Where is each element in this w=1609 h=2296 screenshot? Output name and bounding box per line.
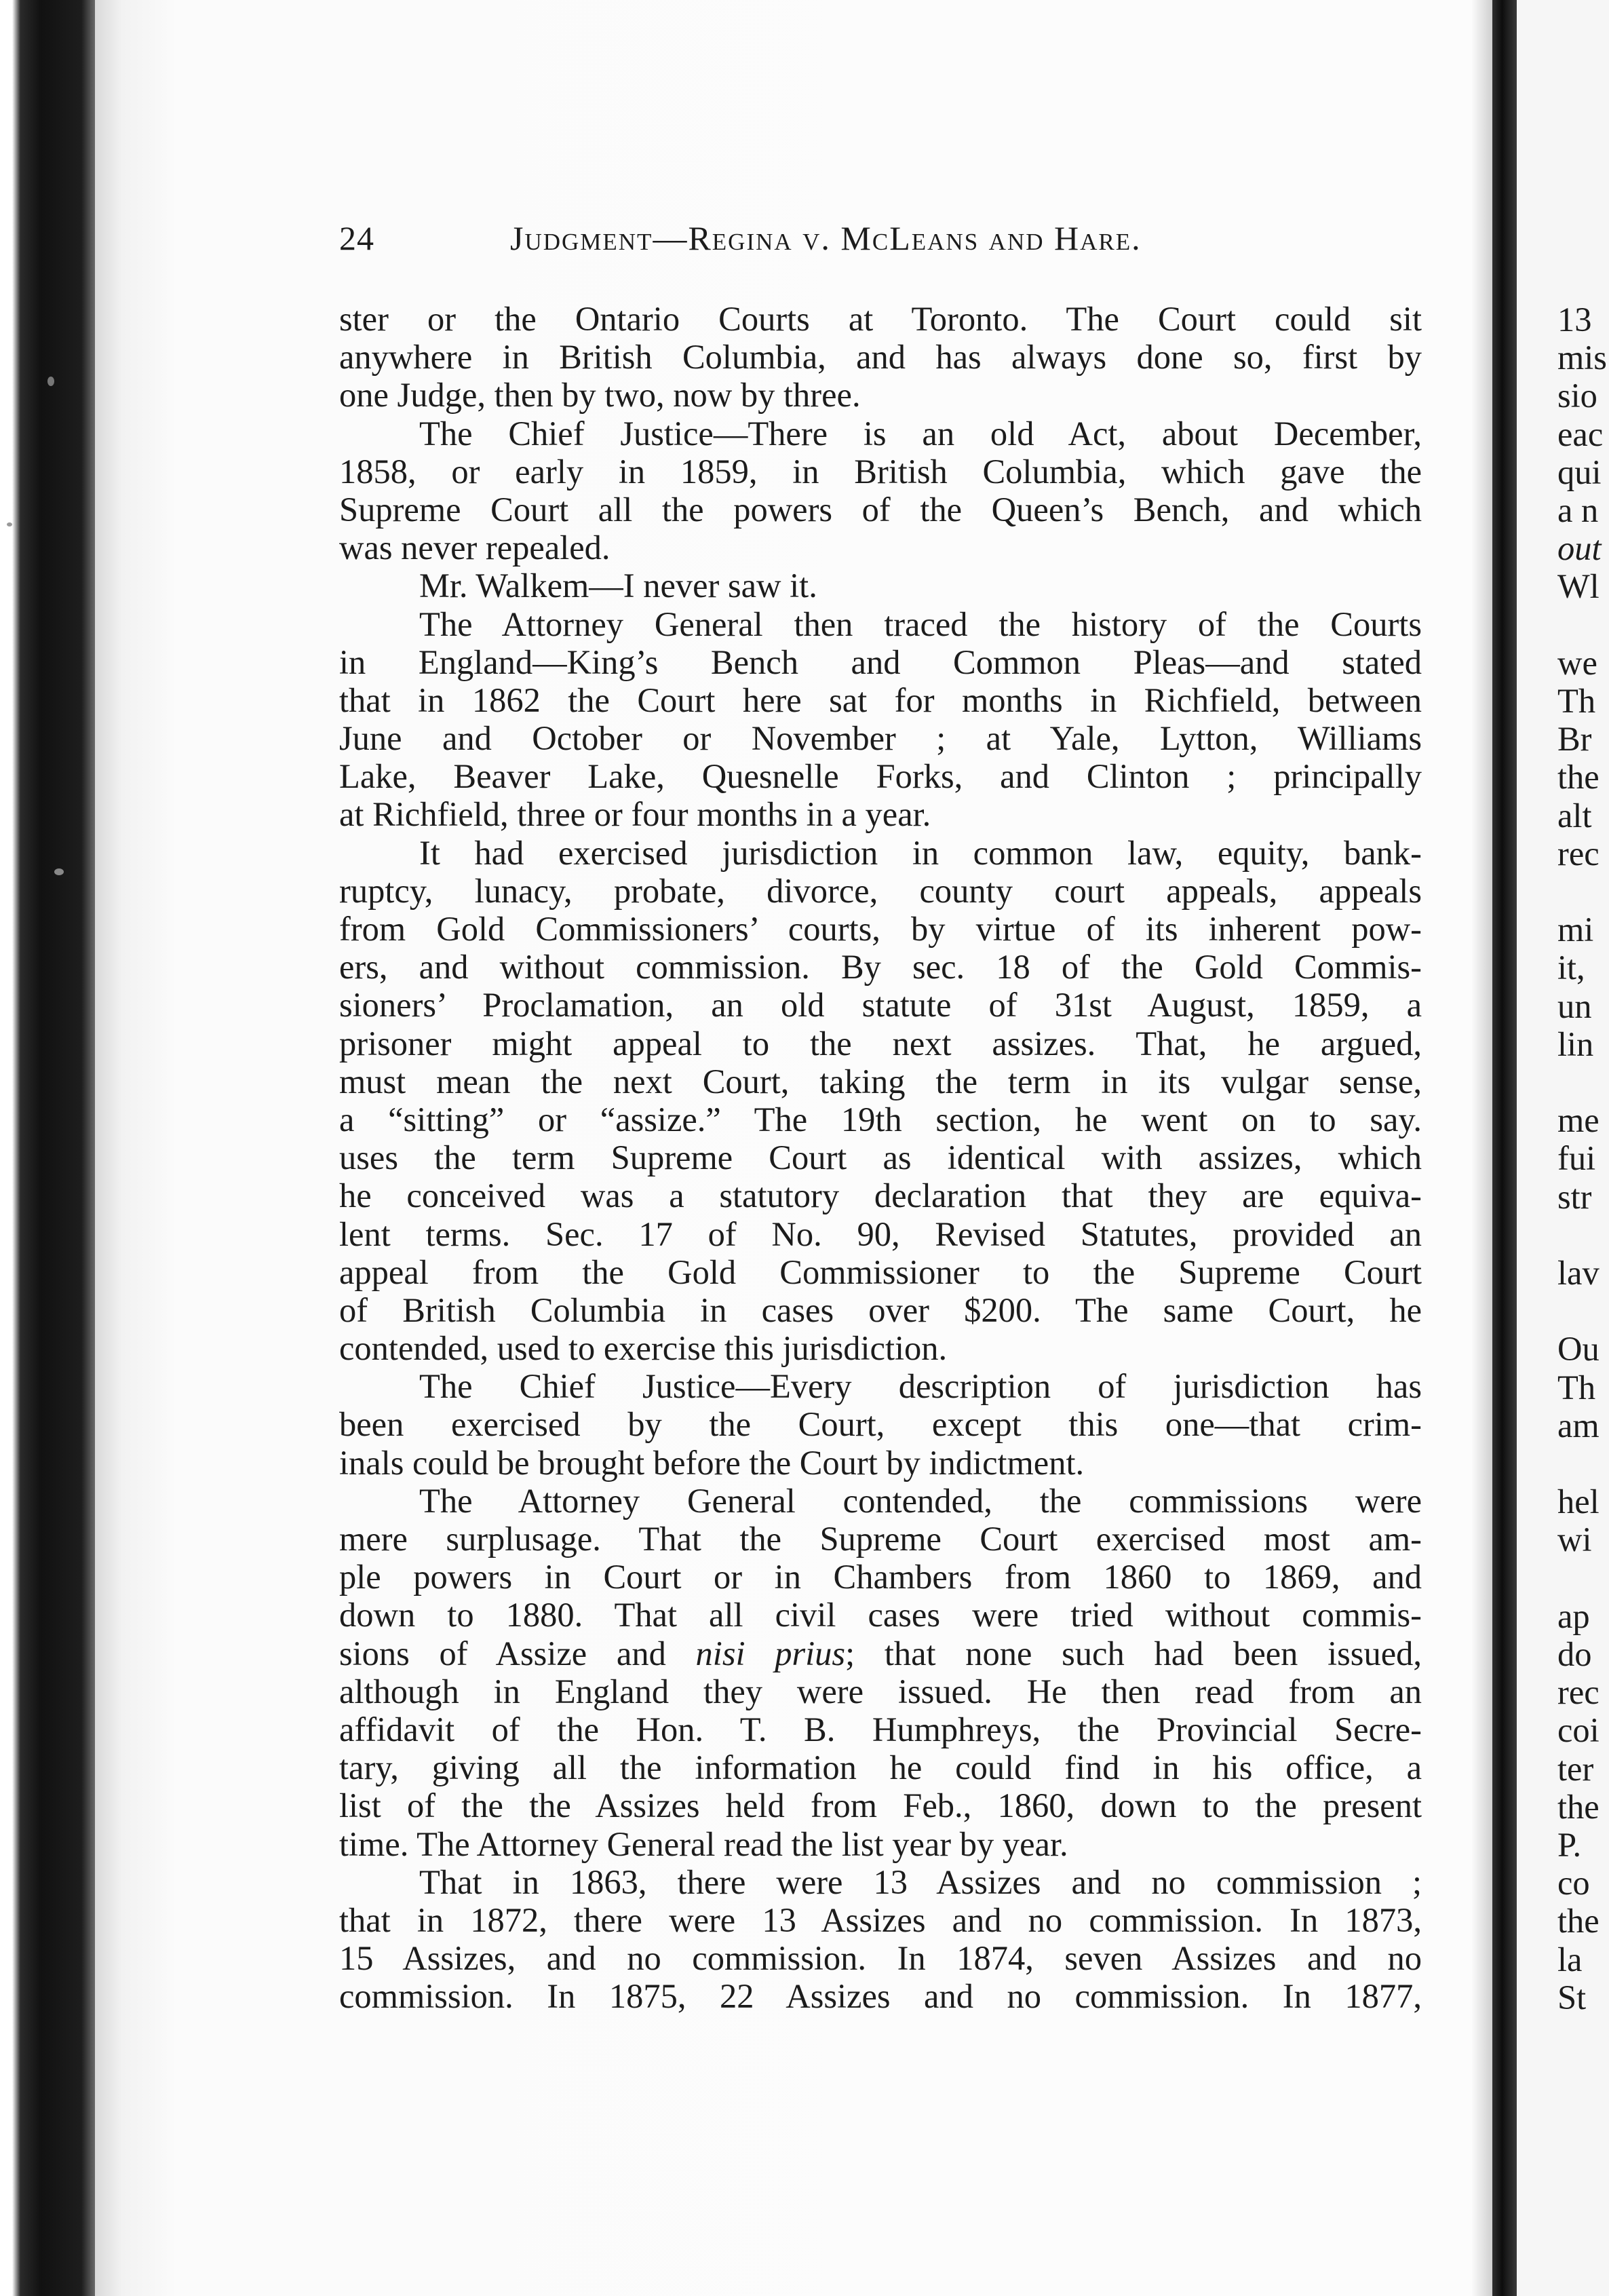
text-line: sions of Assize and nisi prius; that none such had been issued, xyxy=(339,1634,1422,1672)
text-line: tary, giving all the information he could find in his office, a xyxy=(339,1748,1422,1787)
text-line: mere surplusage. That the Supreme Court exercised most am- xyxy=(339,1520,1422,1558)
facing-page-fragment: qui xyxy=(1557,453,1602,491)
text-line: that in 1872, there were 13 Assizes and no commission. In 1873, xyxy=(339,1900,1422,1939)
facing-page-fragment: ap xyxy=(1557,1596,1590,1635)
text-line: 15 Assizes, and no commission. In 1874, seven Assizes and no xyxy=(339,1939,1422,1978)
text-line: that in 1862 the Court here sat for months in Richfield, between xyxy=(339,681,1422,719)
facing-page-fragment: the xyxy=(1557,1787,1600,1826)
page-number: 24 xyxy=(339,219,374,257)
facing-page-edge xyxy=(1517,0,1609,2296)
text-line: ster or the Ontario Courts at Toronto. The Court could sit xyxy=(339,300,1422,338)
text-line: ple powers in Court or in Chambers from 1860 to 1869, and xyxy=(339,1558,1422,1596)
facing-page-fragment: mi xyxy=(1557,911,1594,949)
text-line: of British Columbia in cases over $200. The same Court, he xyxy=(339,1290,1422,1329)
text-line: anywhere in British Columbia, and has always done so, first by xyxy=(339,338,1422,377)
scan-speck xyxy=(54,868,64,875)
italic-phrase: nisi prius xyxy=(695,1634,846,1672)
scan-speck xyxy=(7,522,12,527)
text-line: The Chief Justice—Every description of jurisdiction has xyxy=(419,1367,1422,1406)
text-line: uses the term Supreme Court as identical with assizes, which xyxy=(339,1139,1422,1177)
text-line: been exercised by the Court, except this one—that crim- xyxy=(339,1405,1422,1444)
text-line: Supreme Court all the powers of the Queen’s Bench, and which xyxy=(339,490,1422,529)
text-line: The Attorney General then traced the history of the Courts xyxy=(419,605,1422,643)
facing-page-fragment: hel xyxy=(1557,1482,1600,1521)
text-line: June and October or November ; at Yale, Lytton, Williams xyxy=(339,719,1422,758)
facing-page-fragment: 13 xyxy=(1557,301,1592,339)
facing-page-fragment: the xyxy=(1557,758,1600,797)
text-line: must mean the next Court, taking the term in its vulgar sense, xyxy=(339,1062,1422,1101)
text-line: from Gold Commissioners’ courts, by virtue of its inherent pow- xyxy=(339,910,1422,948)
facing-page-fragment: wi xyxy=(1557,1520,1592,1559)
text-line: lent terms. Sec. 17 of No. 90, Revised Statutes, provided an xyxy=(339,1214,1422,1253)
text-line: ruptcy, lunacy, probate, divorce, county court appeals, appeals xyxy=(339,871,1422,910)
facing-page-fragment: alt xyxy=(1557,796,1592,835)
scan-speck xyxy=(47,377,54,386)
facing-page-fragment: fui xyxy=(1557,1139,1596,1178)
facing-page-fragment: Th xyxy=(1557,682,1596,720)
facing-page-fragment: co xyxy=(1557,1864,1590,1902)
text-line: inals could be brought before the Court by indictment. xyxy=(339,1443,1085,1482)
text-line: time. The Attorney General read the list year by year. xyxy=(339,1824,1068,1863)
text-line: appeal from the Gold Commissioner to the Supreme Court xyxy=(339,1252,1422,1291)
text-line: one Judge, then by two, now by three. xyxy=(339,376,861,415)
facing-page-fragment: do xyxy=(1557,1635,1592,1673)
text-line: at Richfield, three or four months in a year. xyxy=(339,795,931,834)
facing-page-fragment: un xyxy=(1557,987,1592,1025)
facing-page-fragment: P. xyxy=(1557,1826,1582,1864)
facing-page-fragment: mis xyxy=(1557,339,1607,377)
text-line: in England—King’s Bench and Common Pleas—and stated xyxy=(339,643,1422,681)
facing-page-fragment: rec xyxy=(1557,1673,1600,1712)
facing-page-fragment: am xyxy=(1557,1406,1600,1444)
text-line: was never repealed. xyxy=(339,529,610,567)
facing-page-fragment: eac xyxy=(1557,415,1604,453)
facing-page-fragment: Br xyxy=(1557,720,1592,759)
text-line: ers, and without commission. By sec. 18 of the Gold Commis- xyxy=(339,948,1422,987)
facing-page-fragment: ter xyxy=(1557,1749,1594,1788)
text-line: contended, used to exercise this jurisdiction. xyxy=(339,1329,948,1368)
facing-page-fragment: me xyxy=(1557,1101,1600,1140)
facing-page-fragment: Ou xyxy=(1557,1330,1600,1369)
facing-page-fragment: a n xyxy=(1557,491,1599,529)
facing-page-fragment: we xyxy=(1557,643,1597,682)
facing-page-fragment: Th xyxy=(1557,1368,1596,1407)
facing-page-fragment: lav xyxy=(1557,1254,1600,1292)
facing-page-fragment: str xyxy=(1557,1177,1592,1216)
text-line: prisoner might appeal to the next assizes. That, he argued, xyxy=(339,1024,1422,1063)
text-line: a “sitting” or “assize.” The 19th section, he went on to say. xyxy=(339,1100,1422,1139)
facing-page-fragment: la xyxy=(1557,1940,1583,1978)
text-line: 1858, or early in 1859, in British Columbia, which gave the xyxy=(339,452,1422,491)
text-line: That in 1863, there were 13 Assizes and no commission ; xyxy=(419,1862,1422,1901)
text-line: Lake, Beaver Lake, Quesnelle Forks, and Clinton ; principally xyxy=(339,757,1422,796)
text-line: The Attorney General contended, the commissions were xyxy=(419,1481,1422,1520)
text-line: although in England they were issued. He then read from an xyxy=(339,1672,1422,1710)
text-line: list of the the Assizes held from Feb., 1860, down to the present xyxy=(339,1786,1422,1825)
body-text xyxy=(339,300,1422,2015)
book-gutter xyxy=(1492,0,1517,2296)
text-line: The Chief Justice—There is an old Act, about December, xyxy=(419,414,1422,453)
text-line: Mr. Walkem—I never saw it. xyxy=(419,567,817,605)
running-head: Judgment—Regina v. McLeans and Hare. xyxy=(510,219,1142,257)
text-line: down to 1880. That all civil cases were tried without commis- xyxy=(339,1596,1422,1634)
facing-page-fragment: St xyxy=(1557,1978,1587,2016)
facing-page-fragment: the xyxy=(1557,1902,1600,1940)
text-line: affidavit of the Hon. T. B. Humphreys, the Provincial Secre- xyxy=(339,1710,1422,1748)
scan-border-left xyxy=(0,0,95,2296)
facing-page-fragment: it, xyxy=(1557,949,1585,987)
facing-page-fragment: lin xyxy=(1557,1025,1594,1063)
facing-page-fragment: Wl xyxy=(1557,567,1600,606)
facing-page-fragment: sio xyxy=(1557,377,1597,415)
text-line: sioners’ Proclamation, an old statute of 31st August, 1859, a xyxy=(339,986,1422,1025)
facing-page-fragment: out xyxy=(1557,529,1602,568)
text-line: he conceived was a statutory declaration that they are equiva- xyxy=(339,1176,1422,1215)
text-line: commission. In 1875, 22 Assizes and no commission. In 1877, xyxy=(339,1977,1422,2016)
facing-page-fragment: rec xyxy=(1557,834,1600,873)
facing-page-fragment: coi xyxy=(1557,1711,1600,1750)
page-header xyxy=(339,218,1248,259)
text-line: It had exercised jurisdiction in common law, equity, bank- xyxy=(419,833,1422,872)
